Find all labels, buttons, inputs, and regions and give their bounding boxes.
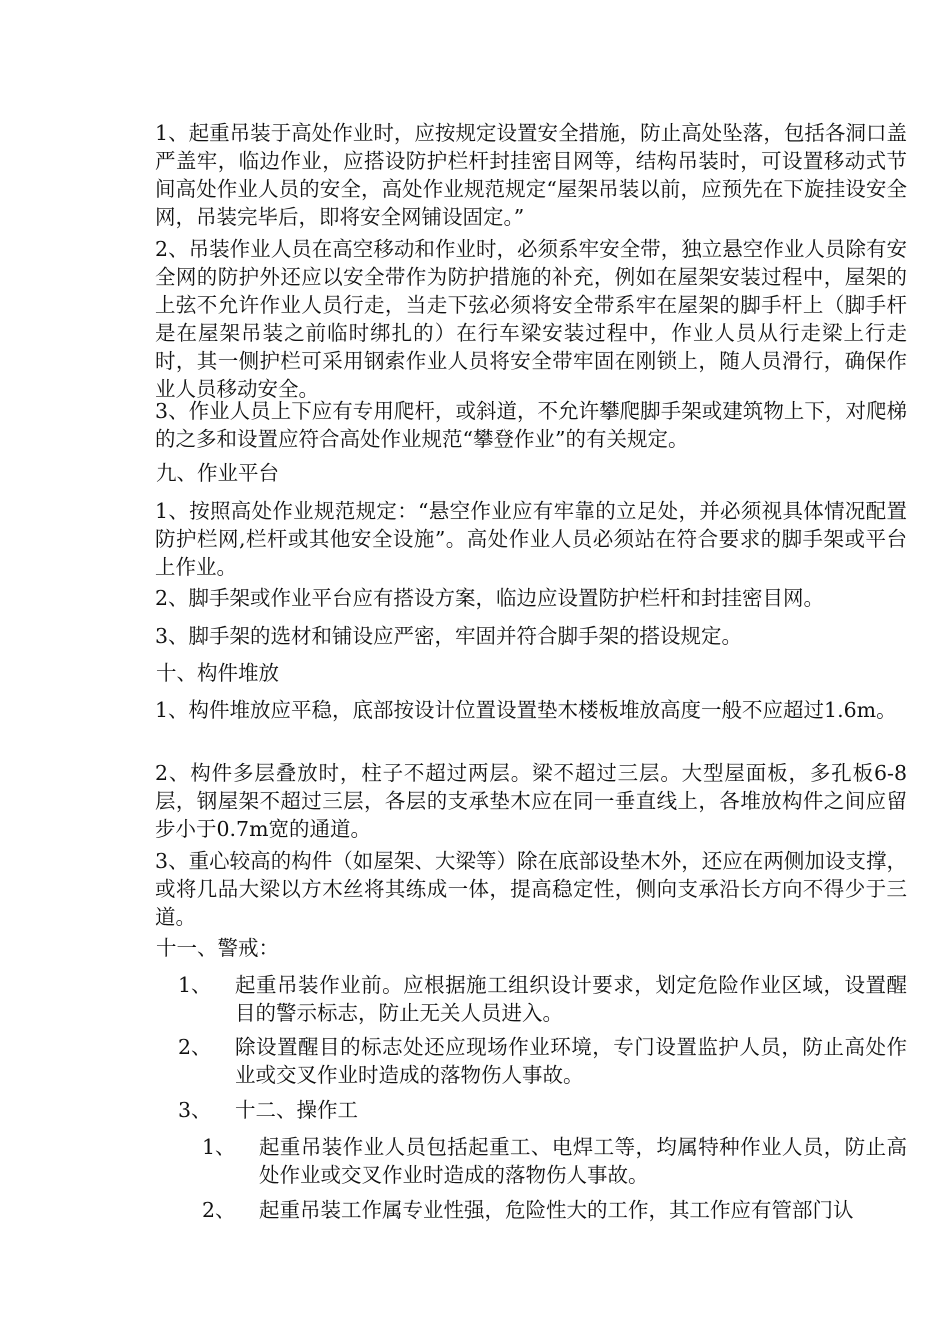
paragraph-9-2: 2、脚手架或作业平台应有搭设方案，临边应设置防护栏杆和封挂密目网。	[155, 586, 825, 610]
paragraph-10-1: 1、构件堆放应平稳，底部按设计位置设置垫木楼板堆放高度一般不应超过1.6m。	[155, 698, 897, 722]
list-item-number: 3、	[178, 1098, 212, 1122]
list-item-text: 除设置醒目的标志处还应现场作业环境，专门设置监护人员，防止高处作业或交叉作业时造成的落物伤人事故。	[235, 1035, 907, 1087]
section-heading-9: 九、作业平台	[156, 461, 279, 485]
paragraph-10-2: 2、构件多层叠放时，柱子不超过两层。梁不超过三层。大型屋面板，多孔板6-8层，钢屋架不超过三层，各层的支承垫木应在同一垂直线上，各堆放构件之间应留步小于0.7m宽的通道。	[155, 761, 907, 841]
paragraph-9-1: 1、按照高处作业规范规定：“悬空作业应有牢靠的立足处，并必须视具体情况配置防护栏网,栏杆或其他安全设施”。高处作业人员必须站在符合要求的脚手架或平台上作业。	[155, 499, 907, 579]
paragraph-10-3: 3、重心较高的构件（如屋架、大梁等）除在底部设垫木外，还应在两侧加设支撑，或将几品大梁以方木丝将其练成一体，提高稳定性，侧向支承沿长方向不得少于三道。	[155, 849, 907, 929]
list-item-text: 起重吊装作业人员包括起重工、电焊工等，均属特种作业人员，防止高处作业或交叉作业时造成的落物伤人事故。	[259, 1135, 907, 1187]
list-item-number: 1、	[178, 973, 212, 997]
section-heading-10: 十、构件堆放	[156, 661, 279, 685]
paragraph-8-1: 1、起重吊装于高处作业时，应按规定设置安全措施，防止高处坠落，包括各洞口盖严盖牢，临边作业，应搭设防护栏杆封挂密目网等，结构吊装时，可设置移动式节间高处作业人员的安全，高处作业规范规定“屋架吊装以前，应预先在下旋挂设安全网，吊装完毕后，即将安全网铺设固定。”	[155, 121, 907, 229]
list-item-number: 1、	[202, 1135, 236, 1159]
paragraph-8-2: 2、吊装作业人员在高空移动和作业时，必须系牢安全带，独立悬空作业人员除有安全网的防护外还应以安全带作为防护措施的补充，例如在屋架安装过程中，屋架的上弦不允许作业人员行走，当走下弦必须将安全带系牢在屋架的脚手杆上（脚手杆是在屋架吊装之前临时绑扎的）在行车梁安装过程中，作业人员从行走梁上行走时，其一侧护栏可采用钢索作业人员将安全带牢固在刚锁上，随人员滑行，确保作业人员移动安全。	[155, 237, 907, 401]
list-item-text: 起重吊装工作属专业性强，危险性大的工作，其工作应有管部门认	[259, 1198, 854, 1222]
list-item-text: 十二、操作工	[235, 1098, 358, 1122]
section-heading-11: 十一、警戒：	[156, 936, 279, 960]
list-item-number: 2、	[202, 1198, 236, 1222]
list-item-number: 2、	[178, 1035, 212, 1059]
paragraph-8-3: 3、作业人员上下应有专用爬杆，或斜道，不允许攀爬脚手架或建筑物上下，对爬梯的之多和设置应符合高处作业规范“攀登作业”的有关规定。	[155, 399, 907, 451]
list-item-text: 起重吊装作业前。应根据施工组织设计要求，划定危险作业区域，设置醒目的警示标志，防止无关人员进入。	[235, 973, 907, 1025]
paragraph-9-3: 3、脚手架的选材和铺设应严密，牢固并符合脚手架的搭设规定。	[155, 624, 743, 648]
